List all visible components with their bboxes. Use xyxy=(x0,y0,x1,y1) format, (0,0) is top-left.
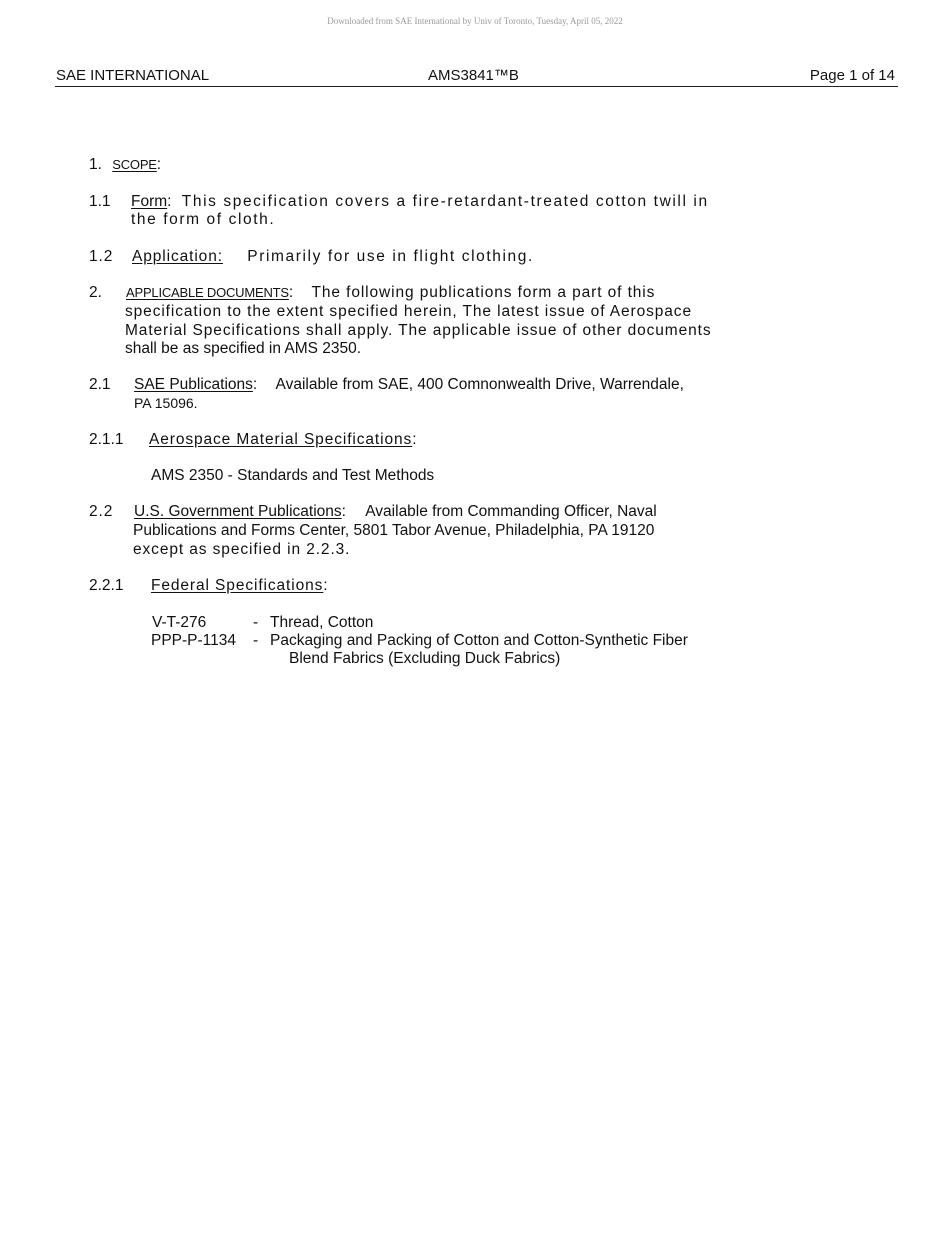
section-2-1-1-number: 2.1.1 xyxy=(89,431,124,448)
section-2-line-3: Material Specifications shall apply. The applicable issue of other documents xyxy=(125,322,712,339)
federal-spec-desc: Thread, Cotton xyxy=(270,614,374,631)
ams-reference-item: AMS 2350 - Standards and Test Methods xyxy=(151,467,435,484)
section-2-1-line-2: PA 15096. xyxy=(134,395,198,411)
section-punct: : xyxy=(156,156,162,173)
section-text: This specification covers a fire-retardant-treated cotton twill in xyxy=(181,193,709,210)
federal-spec-code: V-T-276 xyxy=(152,614,207,631)
federal-spec-code: PPP-P-1134 xyxy=(151,632,237,649)
section-1-1-line-1 xyxy=(131,192,709,211)
header-organization: SAE INTERNATIONAL xyxy=(56,67,210,84)
section-title: U.S. Government Publications xyxy=(134,503,342,520)
section-punct: : xyxy=(323,577,328,594)
section-title: Application: xyxy=(132,248,223,265)
section-2-1-line-1 xyxy=(134,375,684,394)
section-title: SCOPE xyxy=(112,157,157,172)
section-2-line-2: specification to the extent specified herein, The latest issue of Aerospace xyxy=(125,303,692,320)
download-watermark: Downloaded from SAE International by Univ of Toronto, Tuesday, April 05, 2022 xyxy=(327,16,623,26)
section-1-2-number: 1.2 xyxy=(89,248,114,265)
federal-spec-dash: - xyxy=(253,614,259,631)
federal-spec-desc: Packaging and Packing of Cotton and Cotton-Synthetic Fiber xyxy=(270,632,688,649)
section-1-1-line-2: the form of cloth. xyxy=(131,211,276,228)
section-2-2-line-2: Publications and Forms Center, 5801 Tabor Avenue, Philadelphia, PA 19120 xyxy=(133,522,655,539)
section-title: Aerospace Material Specifications xyxy=(149,431,413,448)
section-1-heading xyxy=(89,155,161,174)
section-number: 1. xyxy=(89,156,102,173)
section-2-2-1-number: 2.2.1 xyxy=(89,577,124,594)
header-page-number: Page 1 of 14 xyxy=(809,67,895,84)
section-2-2-line-3: except as specified in 2.2.3. xyxy=(133,541,351,558)
header-document-id: AMS3841™B xyxy=(428,67,519,84)
federal-spec-dash: - xyxy=(253,632,259,649)
section-1-2-line xyxy=(132,247,534,266)
section-punct: : xyxy=(288,284,294,301)
section-2-number: 2. xyxy=(89,284,102,301)
section-2-line-1 xyxy=(126,283,655,302)
federal-spec-row xyxy=(152,613,206,632)
section-1-1-number: 1.1 xyxy=(89,193,111,210)
section-text: Primarily for use in flight clothing. xyxy=(247,248,534,265)
section-2-2-1-heading xyxy=(151,576,328,595)
section-punct: : xyxy=(412,431,417,448)
section-text: Available from SAE, 400 Comnonwealth Drive, Warrendale, xyxy=(275,376,684,393)
section-text: The following publications form a part of this xyxy=(311,284,656,301)
section-2-2-number: 2.2 xyxy=(89,503,114,520)
section-2-2-line-1 xyxy=(134,502,657,521)
section-punct: : xyxy=(167,193,172,210)
federal-spec-desc-continuation: Blend Fabrics (Excluding Duck Fabrics) xyxy=(289,650,561,667)
federal-spec-row xyxy=(151,631,236,650)
section-title: APPLICABLE DOCUMENTS xyxy=(126,285,289,300)
section-title: SAE Publications xyxy=(134,376,253,393)
section-title: Form xyxy=(131,193,168,210)
section-title: Federal Specifications xyxy=(151,577,324,594)
section-punct: : xyxy=(252,376,258,393)
section-text: Available from Commanding Officer, Naval xyxy=(365,503,657,520)
page-header xyxy=(55,66,898,87)
section-2-line-4: shall be as specified in AMS 2350. xyxy=(125,340,362,357)
section-2-1-number: 2.1 xyxy=(89,376,111,393)
section-punct: : xyxy=(341,503,346,520)
section-2-1-1-heading xyxy=(149,430,417,449)
